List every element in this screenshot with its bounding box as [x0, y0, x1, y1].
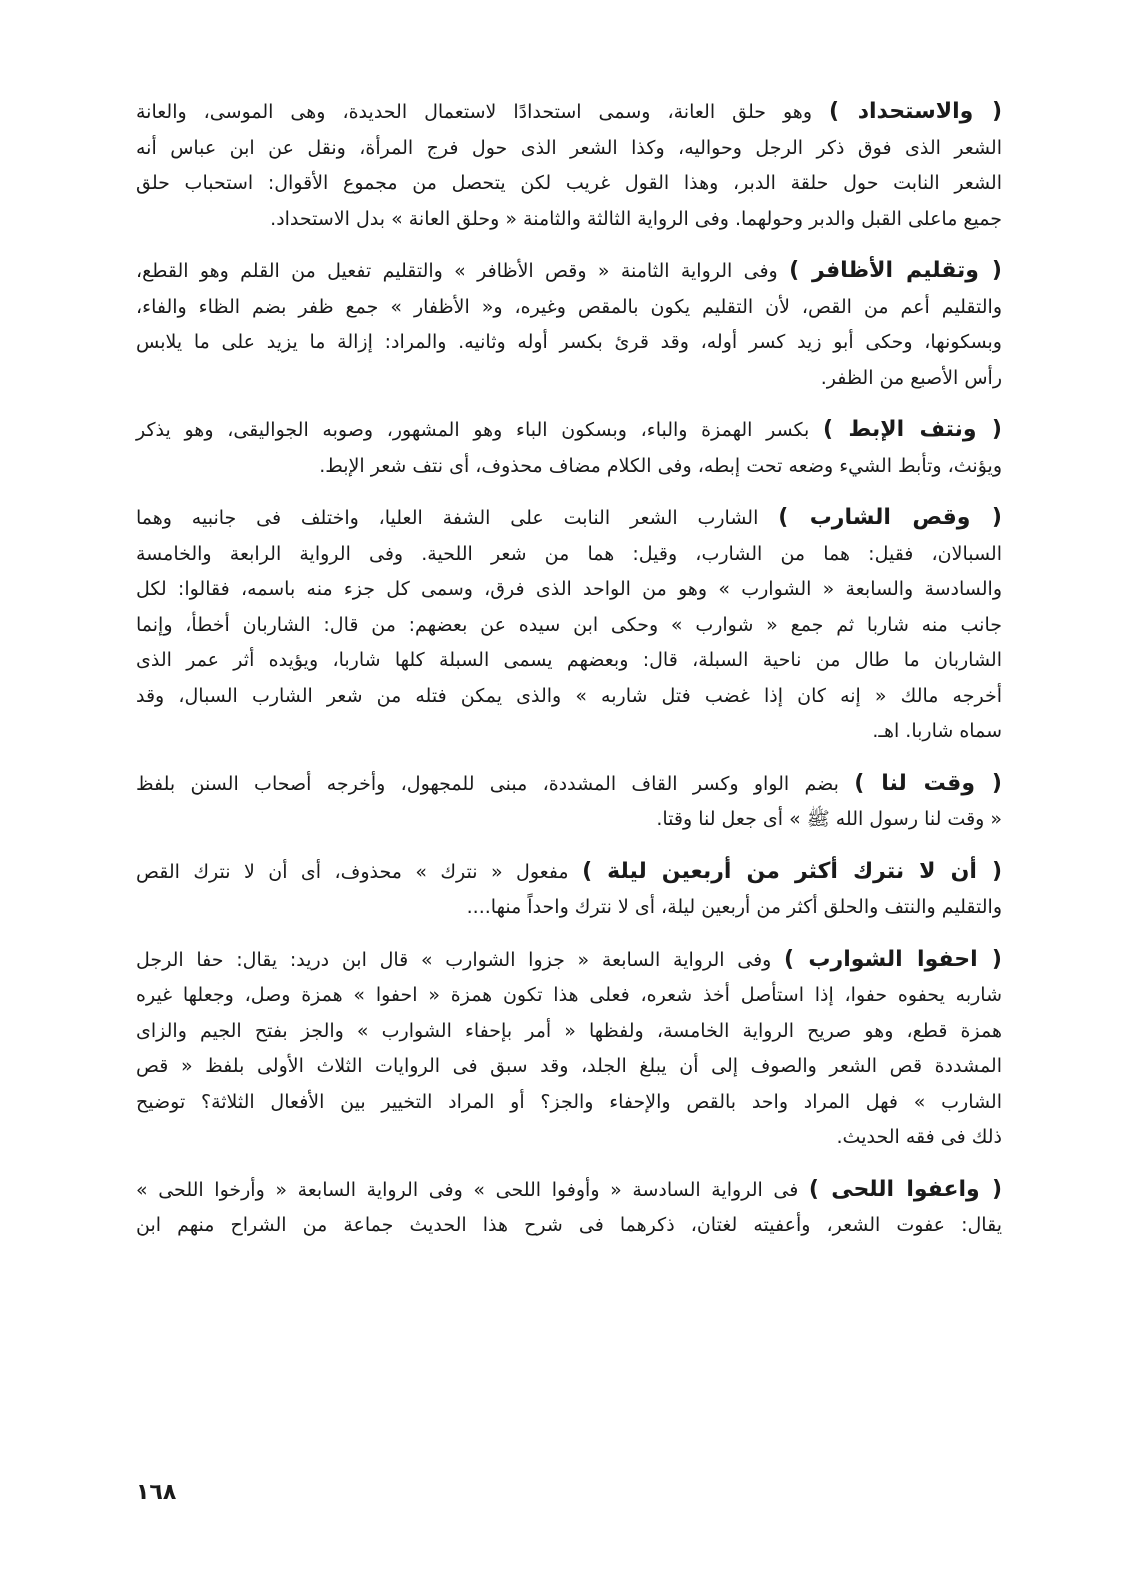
paragraph-heading: ( وقص الشارب )	[778, 505, 1002, 530]
text-line: ( واعفوا اللحى ) فى الرواية السادسة « وأوفوا اللحى » وفى الرواية السابعة « وأرخوا اللحى »	[136, 1176, 1003, 1202]
text-line: ( ونتف الإبط ) بكسر الهمزة والباء، وبسكون الباء وهو المشهور، وصوبه الجواليقى، وهو يذكر	[136, 417, 1002, 442]
paragraph-qass	[136, 500, 1002, 750]
text-line: وبسكونها، وحكى أبو زيد كسر أوله، وقد قرئ بكسر أوله وثانيه. والمراد: إزالة ما يزيد على ما يلابس	[136, 331, 1002, 353]
text-line: والسادسة والسابعة « الشوارب » وهو من الواحد الذى فرق، وسمى كل جزء منه باسمه، فقالوا: لكل	[136, 578, 1002, 600]
paragraph-heading: ( وقت لنا )	[854, 770, 1002, 796]
paragraph-heading: ( احفوا الشوارب )	[784, 946, 1002, 972]
text-line: همزة قطع، وهو صريح الرواية الخامسة، ولفظها « أمر بإحفاء الشوارب » والجز بفتح الجيم والزاى	[136, 1019, 1002, 1042]
text-line: السبالان، فقيل: هما من الشارب، وقيل: هما من شعر اللحية. وفى الرواية الرابعة والخامسة	[136, 542, 1002, 565]
paragraph-taqlim	[136, 253, 1002, 396]
paragraph-heading: ( أن لا نترك أكثر من أربعين ليلة )	[582, 858, 1002, 884]
text-line: يقال: عفوت الشعر، وأعفيته لغتان، ذكرهما فى شرح هذا الحديث جماعة من الشراح منهم ابن	[136, 1214, 1002, 1236]
text-line: المشددة قص الشعر والصوف إلى أن يبلغ الجلد، وقد سبق فى الروايات الثلاث الأولى بلفظ « قص	[136, 1055, 1002, 1077]
paragraph-ihfa	[136, 942, 1002, 1156]
text-line: جميع ماعلى القبل والدبر وحولهما. وفى الرواية الثالثة والثامنة « وحلق العانة » بدل الاستحداد.	[270, 207, 1002, 230]
paragraph-heading: ( وتقليم الأظافر )	[789, 258, 1002, 283]
text-line: ( وقت لنا ) بضم الواو وكسر القاف المشددة، مبنى للمجهول، وأخرجه أصحاب السنن بلفظ	[136, 770, 1002, 796]
paragraph-heading: ( واعفوا اللحى )	[808, 1176, 1003, 1202]
text-line: ( احفوا الشوارب ) وفى الرواية السابعة « جزوا الشوارب » قال ابن دريد: يقال: حفا الرجل	[136, 946, 1002, 972]
text-line: أخرجه مالك « إنه كان إذا غضب فتل شاربه » والذى يمكن فتله من شعر الشارب السبال، وقد	[136, 684, 1002, 707]
text-line: سماه شاربا. اهـ.	[872, 720, 1002, 742]
paragraph-waqqata	[136, 766, 1002, 838]
text-line: ( وقص الشارب ) الشارب الشعر النابت على الشفة العليا، واختلف فى جانبيه وهما	[136, 505, 1002, 530]
text-line: ( والاستحداد ) وهو حلق العانة، وسمى استحدادًا لاستعمال الحديدة، وهى الموسى، والعانة	[136, 99, 1002, 124]
text-line: جانب منه شاربا ثم جمع « شوارب » وحكى ابن سيده عن بعضهم: من قال: الشاربان أخطأ، وإنما	[136, 613, 1002, 636]
text-line: الشعر الذى فوق ذكر الرجل وحواليه، وكذا الشعر الذى حول فرج المرأة، ونقل عن ابن عباس أنه	[136, 136, 1002, 159]
text-line: رأس الأصبع من الظفر.	[820, 366, 1002, 389]
text-line: الشاربان ما طال من ناحية السبلة، قال: وبعضهم يسمى السبلة كلها شاربا، ويؤيده أثر عمر الذى	[136, 649, 1002, 671]
text-line: والتقليم أعم من القص، لأن التقليم يكون بالمقص وغيره، و« الأظفار » جمع ظفر بضم الظاء والفاء،	[136, 295, 1002, 318]
text-line: الشارب » فهل المراد واحد بالقص والإحفاء والجز؟ أو المراد التخيير بين الأفعال الثلاثة؟ توضيح	[136, 1090, 1002, 1113]
paragraph-istihdad	[136, 94, 1002, 237]
text-line: ( وتقليم الأظافر ) وفى الرواية الثامنة « وقص الأظافر » والتقليم تفعيل من القلم وهو القطع،	[136, 258, 1002, 283]
text-line: « وقت لنا رسول الله ﷺ » أى جعل لنا وقتا.	[656, 808, 1002, 830]
paragraph-heading: ( ونتف الإبط )	[823, 417, 1002, 442]
text-line: ذلك فى فقه الحديث.	[836, 1126, 1002, 1148]
paragraph-heading: ( والاستحداد )	[829, 99, 1002, 124]
text-line: ويؤنث، وتأبط الشيء وضعه تحت إبطه، وفى الكلام مضاف محذوف، أى نتف شعر الإبط.	[319, 454, 1002, 477]
page-number: ١٦٨	[136, 1480, 177, 1505]
text-line: الشعر النابت حول حلقة الدبر، وهذا القول غريب لكن يتحصل من مجموع الأقوال: استحباب حلق	[136, 172, 1002, 194]
paragraph-arbain	[136, 854, 1002, 926]
text-line: والتقليم والنتف والحلق أكثر من أربعين ليلة، أى لا نترك واحداً منها....	[466, 896, 1002, 918]
text-line: ( أن لا نترك أكثر من أربعين ليلة ) مفعول « نترك » محذوف، أى أن لا نترك القص	[136, 858, 1002, 884]
paragraph-natf	[136, 412, 1002, 484]
text-line: شاربه يحفوه حفوا، إذا استأصل أخذ شعره، فعلى هذا تكون همزة « احفوا » همزة وصل، وجعلها غيره	[136, 984, 1002, 1006]
paragraph-ifa	[136, 1172, 1002, 1244]
